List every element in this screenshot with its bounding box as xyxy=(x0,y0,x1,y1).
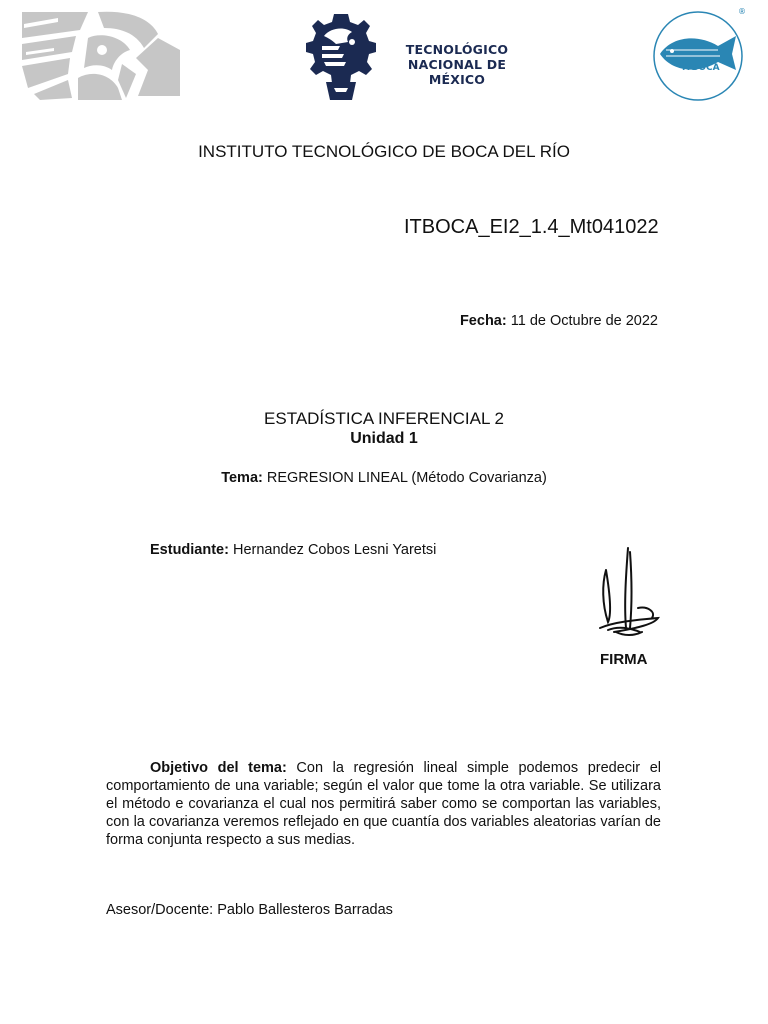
subject-title: ESTADÍSTICA INFERENCIAL 2 xyxy=(264,409,504,428)
topic-value: REGRESION LINEAL (Método Covarianza) xyxy=(266,470,547,486)
student-label: Estudiante: xyxy=(150,542,229,558)
student-line xyxy=(150,542,436,558)
date-value: 11 de Octubre de 2022 xyxy=(510,313,658,329)
tecnm-wordmark-line2: NACIONAL DE MÉXICO xyxy=(407,57,507,87)
fish-emblem-icon xyxy=(652,6,748,102)
signature-label: FIRMA xyxy=(600,651,648,668)
advisor-line: Asesor/Docente: Pablo Ballesteros Barradas xyxy=(106,902,393,918)
institute-name: INSTITUTO TECNOLÓGICO DE BOCA DEL RÍO xyxy=(198,142,570,161)
topic-line xyxy=(0,470,768,486)
gear-eagle-emblem-icon xyxy=(306,12,376,102)
registered-mark: ® xyxy=(738,7,746,16)
unit-title: Unidad 1 xyxy=(350,430,418,447)
date-line xyxy=(460,313,658,329)
student-name: Hernandez Cobos Lesni Yaretsi xyxy=(232,542,437,558)
objective-text: Con la regresión lineal simple podemos predecir el comportamiento de una variable; según el valor que tome la otra variable. Se utilizara el método e covarianza el cual nos permitirá saber como se comportan las variables, con la covarianza veremos reflejado en que cuantía dos variables aleatorias varían de forma conjunta respecto a sus medias. xyxy=(106,760,661,848)
itboca-logo-text: ITBOCA xyxy=(682,63,720,73)
tecnm-wordmark xyxy=(382,42,532,87)
objective-label: Objetivo del tema: xyxy=(150,760,287,776)
date-label: Fecha: xyxy=(459,313,507,329)
document-code: ITBOCA_EI2_1.4_Mt041022 xyxy=(404,216,659,238)
eagle-warrior-emblem-icon xyxy=(18,8,183,102)
signature-icon xyxy=(594,544,666,644)
tecnm-wordmark-line1: TECNOLÓGICO xyxy=(405,42,509,57)
topic-label: Tema: xyxy=(221,470,263,486)
objective-paragraph xyxy=(106,759,661,849)
